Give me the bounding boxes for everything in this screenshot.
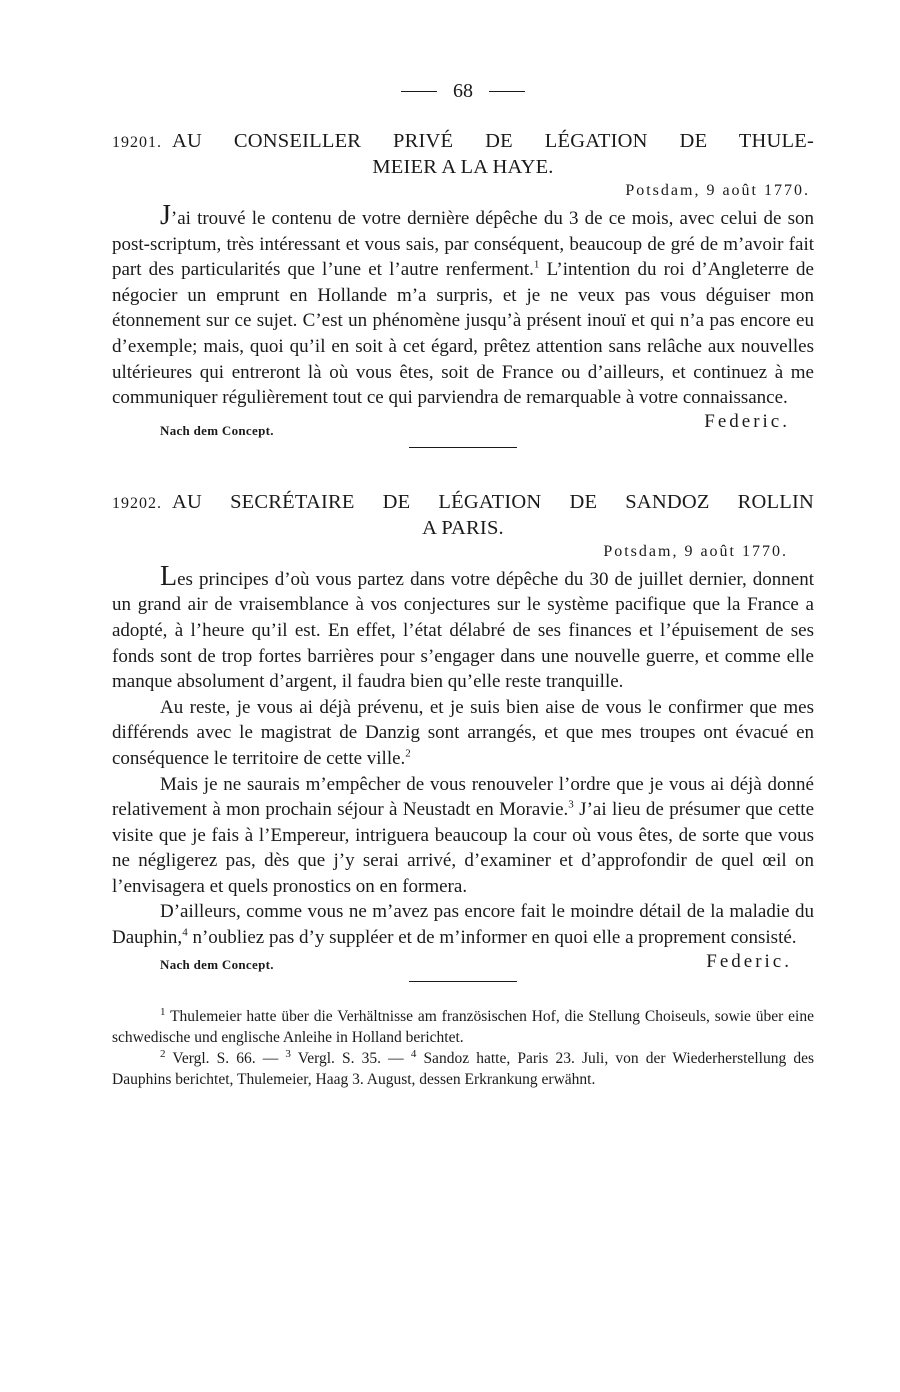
letter-heading [112,490,814,541]
letter-title-line1: AU CONSEILLER PRIVÉ DE LÉGATION DE THULE- [172,130,814,152]
document-page [112,80,814,1090]
letter-dateline: Potsdam, 9 août 1770. [603,542,788,560]
concept-note: Nach dem Concept. [160,422,274,438]
letter-dateline: Potsdam, 9 août 1770. [625,182,810,199]
footnote-2-3-4 [112,1048,814,1090]
paragraph-text: n’oubliez pas d’y suppléer et de m’informer en quoi elle a proprement consisté. [187,927,797,949]
letter-heading-line1 [112,129,814,155]
page-number-row [112,80,814,103]
letter-title-line2: MEIER A LA HAYE. [372,156,554,178]
footnote-ref: 3 [568,798,574,811]
footnote-ref: 4 [182,926,188,939]
paragraph-text: J’ai lieu de présumer que cette visite que je fais à l’Empereur, intriguera beaucoup la cour où vous êtes, de sorte que vous ne négligerez pas, dès que j’y serai arrivé, d’examiner et d’approfondir de quel œil on l’envisagera et quels pronostics on en formera. [112,799,815,897]
footnote-mark: 1 [160,1005,166,1018]
letter-paragraph [112,772,814,900]
footnote-mark: 2 [160,1047,166,1060]
signature: Federic. [706,950,792,972]
letter-heading [112,129,814,180]
page-number: 68 [453,80,473,102]
letter-paragraph [112,899,814,950]
letter-title-line2: A PARIS. [422,516,504,539]
paragraph-text: Mais je ne saurais m’empêcher de vous renouveler l’ordre que je vous ai déjà donné relativement à mon prochain séjour à Neustadt en Moravie. [112,773,814,821]
folio-dash-left [401,91,437,92]
drop-cap: L [160,560,178,592]
footnote-mark: 4 [410,1047,417,1060]
signature-row [112,951,814,973]
footnote-ref: 2 [405,747,411,760]
letter-paragraph [112,560,814,695]
concept-note: Nach dem Concept. [160,956,274,972]
footnote-text: Vergl. S. 35. — [290,1049,411,1067]
paragraph-text: es principes d’où vous partez dans votre dépêche du 30 de juillet dernier, donnent un grand air de vraisemblance à vos conjectures sur le système pacifique que la France a adopté, à l’heure qu’il est. En effet, l’état délabré de ses finances et l’épuisement de ses fonds sont de trop fortes barrières pour s’engager dans une nouvelle guerre, et comme elle manque absolument d’argent, il faudra bien qu’elle reste tranquille. [112,568,814,693]
footnote-text: Vergl. S. 66. — [165,1049,286,1067]
footnote-1 [112,1006,814,1048]
letter-number: 19201. [112,134,162,151]
signature-row [112,411,814,439]
footnote-ref: 1 [533,258,540,271]
footnotes [112,1006,814,1090]
letter-paragraph [112,695,814,772]
letter-heading-line1 [112,490,814,516]
paragraph-text: Au reste, je vous ai déjà prévenu, et je suis bien aise de vous le confirmer que mes différends avec le magistrat de Danzig sont arrangés, et que mes troupes ont évacué en conséquence le territoire de cette ville. [112,696,814,769]
footnote-mark: 3 [285,1047,291,1060]
letter-paragraph [112,200,814,411]
drop-cap: J [160,200,171,231]
paragraph-text: L’intention du roi d’Angleterre de négocier un emprunt en Hollande m’a surpris, et je ne veux pas vous déguiser mon étonnement sur ce sujet. C’est un phénomène jusqu’à présent inouï et qui n’a pas encore eu d’exemple; mais, quoi qu’il en soit à cet égard, prêtez attention sans relâche aux nouvelles ultérieures qui entreront là où vous êtes, soit de France ou d’ailleurs, et continuez à me communiquer régulièrement tout ce qui parviendra de remarquable à votre connaissance. [112,259,814,409]
letter-19202 [112,490,814,982]
section-rule [409,981,517,982]
letter-number: 19202. [112,494,162,512]
letter-19201 [112,129,814,448]
letter-title-line1: AU SECRÉTAIRE DE LÉGATION DE SANDOZ ROLLIN [172,490,814,513]
paragraph-text: ’ai trouvé le contenu de votre dernière dépêche du 3 de ce mois, avec celui de son post-scriptum, très intéressant et vous sais, par conséquent, beaucoup de gré de m’avoir fait part des particularités que l’une et l’autre renferment. [112,208,814,281]
footnote-text: Sandoz hatte, Paris 23. Juli, von der Wiederherstellung des Dauphins berichtet, Thulemeier, Haag 3. August, dessen Erkrankung erwähnt. [112,1049,815,1088]
paragraph-text: D’ailleurs, comme vous ne m’avez pas encore fait le moindre détail de la maladie du Dauphin, [112,901,814,949]
signature: Federic. [704,410,790,432]
footnote-text: Thulemeier hatte über die Verhältnisse am französischen Hof, die Stellung Choiseuls, sowie über eine schwedische und englische Anleihe in Holland berichtet. [112,1007,814,1046]
section-rule [409,447,517,448]
folio-dash-right [489,91,525,92]
